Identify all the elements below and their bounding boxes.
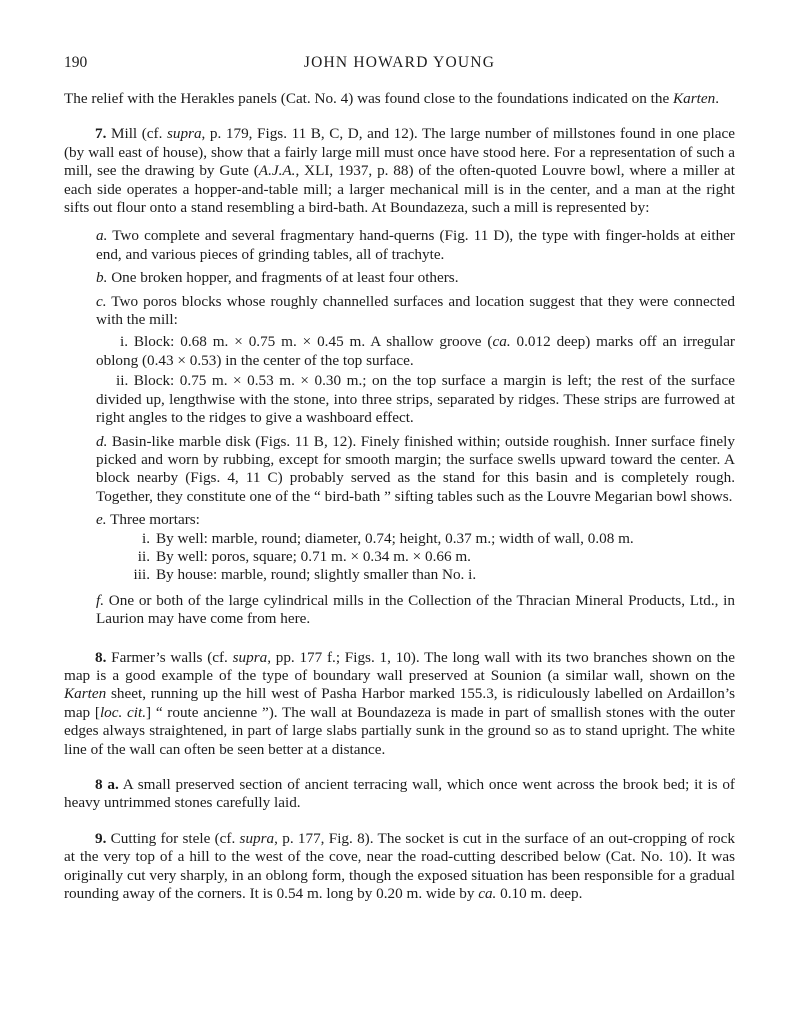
section-8-text: ] “ route ancienne ”). The wall at Boundazeza is made in part of smallish stones with the outer edges always straightened, in part of large slabs partially sunk in the ground so as to stand upright. The white line of the wall can often be seen better at a distance. — [64, 703, 736, 758]
section-9-text: Cutting for stele (cf. — [106, 829, 240, 847]
section-7-item-a — [96, 227, 735, 264]
section-8-paragraph — [64, 649, 735, 759]
mortar-row — [122, 566, 735, 584]
section-7-item-c-i — [96, 333, 735, 370]
section-8-number: 8. — [95, 648, 107, 666]
item-text: Two poros blocks whose roughly channelled surfaces and location suggest that they were connected with the mill: — [96, 292, 735, 329]
section-7-item-c-ii — [96, 372, 735, 427]
section-8-italic: Karten — [64, 685, 107, 703]
item-text: Two complete and several fragmentary hand-querns (Fig. 11 D), the type with finger-holds at either end, and various pieces of grinding tables, all of trachyte. — [96, 227, 735, 263]
running-head: JOHN HOWARD YOUNG — [303, 54, 496, 71]
mortar-text: By house: marble, round; slightly smaller than No. i. — [156, 566, 477, 584]
item-text: ii. Block: 0.75 m. × 0.53 m. × 0.30 m.; on the top surface a margin is left; the rest of the surface divided up, lengthwise with the stone, into three strips, separated by ridges. These strips are furrowed at right angles to the ridges to give a washboard effect. — [96, 372, 735, 427]
section-7-item-d — [96, 433, 735, 507]
item-text: Basin-like marble disk (Figs. 11 B, 12). Finely finished within; outside roughish. Inner surface finely picked and worn by rubbing, except for smooth margin; the surface swells upward toward the center. A block nearby (Figs. 4, 11 C) probably served as the stand for this basin and is completely rough. Together, they constitute one of the “ bird-bath ” sifting tables such as the Louvre Megarian bowl shows. — [96, 432, 735, 505]
item-letter: d. — [96, 432, 108, 450]
mortar-text: By well: poros, square; 0.71 m. × 0.34 m. × 0.66 m. — [156, 547, 471, 565]
item-text: One or both of the large cylindrical mills in the Collection of the Thracian Mineral Products, Ltd., in Laurion may have come from here. — [96, 591, 735, 628]
section-9-number: 9. — [95, 829, 107, 847]
section-7-italic: supra — [166, 125, 202, 143]
mortar-list — [122, 530, 735, 585]
section-7-text: , p. 179, Figs. 11 B, C, D, and 12). The large number of millstones found in one place (by wall east of house), show that a fairly large mill must once have stood here. For a representation of such a mill, see the drawing by Gute ( — [64, 125, 735, 180]
section-7-item-b — [96, 269, 735, 287]
section-7-number: 7. — [95, 125, 107, 143]
section-8-text: , pp. 177 f.; Figs. 1, 10). The long wall with its two branches shown on the map is a good example of the type of boundary wall preserved at Sounion (a similar wall, shown on the — [64, 648, 735, 684]
item-letter: b. — [96, 269, 108, 287]
item-italic: ca. — [492, 333, 511, 351]
section-7-paragraph — [64, 125, 735, 217]
section-8a-text: A small preserved section of ancient terracing wall, which once went across the brook bed; it is of heavy untrimmed stones carefully laid. — [64, 776, 735, 812]
item-letter: e. — [96, 511, 107, 529]
section-9-italic: ca. — [478, 885, 497, 903]
section-7-text: Mill (cf. — [106, 125, 167, 143]
section-8a-paragraph — [64, 776, 735, 813]
page-header — [64, 54, 735, 76]
item-text: i. Block: 0.68 m. × 0.75 m. × 0.45 m. A shallow groove ( — [120, 333, 493, 351]
section-7-italic: A.J.A. — [258, 162, 296, 180]
section-8-italic: supra — [232, 648, 268, 666]
item-letter: c. — [96, 292, 107, 310]
item-letter: f. — [96, 591, 105, 609]
section-9-text: 0.10 m. deep. — [496, 885, 583, 903]
item-text: 0.012 deep) marks off an irregular oblong (0.43 × 0.53) in the center of the top surface. — [96, 333, 735, 369]
item-text: Three mortars: — [106, 511, 200, 529]
section-7-text: , XLI, 1937, p. 88) of the often-quoted Louvre bowl, where a miller at each side operates a hopper-and-table mill; a larger mechanical mill is in the center, and a man at the right sifts out flour onto a stand resembling a bird-bath. At Boundazeza, such a mill is represented by: — [64, 162, 735, 217]
item-text: One broken hopper, and fragments of at least four others. — [107, 269, 459, 287]
section-9-italic: supra — [239, 829, 275, 847]
page-number: 190 — [64, 54, 88, 71]
section-7-item-f — [96, 592, 735, 629]
page — [64, 54, 735, 903]
intro-paragraph — [64, 90, 735, 108]
intro-text: The relief with the Herakles panels (Cat. No. 4) was found close to the foundations indicated on the — [64, 90, 674, 107]
section-8-text: Farmer’s walls (cf. — [106, 648, 233, 666]
item-letter: a. — [96, 227, 108, 245]
mortar-row — [122, 548, 735, 566]
section-8a-number: 8 a. — [95, 776, 119, 793]
mortar-text: By well: marble, round; diameter, 0.74; height, 0.37 m.; width of wall, 0.08 m. — [156, 529, 634, 547]
section-8-italic: loc. cit. — [99, 703, 147, 721]
intro-text-end: . — [715, 90, 720, 107]
section-8-text: sheet, running up the hill west of Pasha Harbor marked 155.3, is ridiculously labelled on Ardaillon’s map [ — [64, 685, 735, 721]
section-9-text: , p. 177, Fig. 8). The socket is cut in the surface of an out-cropping of rock at the very top of a hill to the west of the cove, near the road-cutting described below (Cat. No. 10). It was originally cut very sharply, in an oblong form, though the exposed situation has been responsible for a gradual rounding away of the corners. It is 0.54 m. long by 0.20 m. wide by — [64, 829, 735, 903]
mortar-number: iii. — [133, 566, 150, 584]
mortar-number: i. — [141, 529, 150, 547]
section-9-paragraph — [64, 830, 735, 904]
intro-italic: Karten — [673, 90, 716, 107]
mortar-number: ii. — [137, 547, 150, 565]
mortar-row — [122, 530, 735, 548]
section-7-item-e — [96, 511, 735, 529]
section-7-item-c — [96, 293, 735, 330]
